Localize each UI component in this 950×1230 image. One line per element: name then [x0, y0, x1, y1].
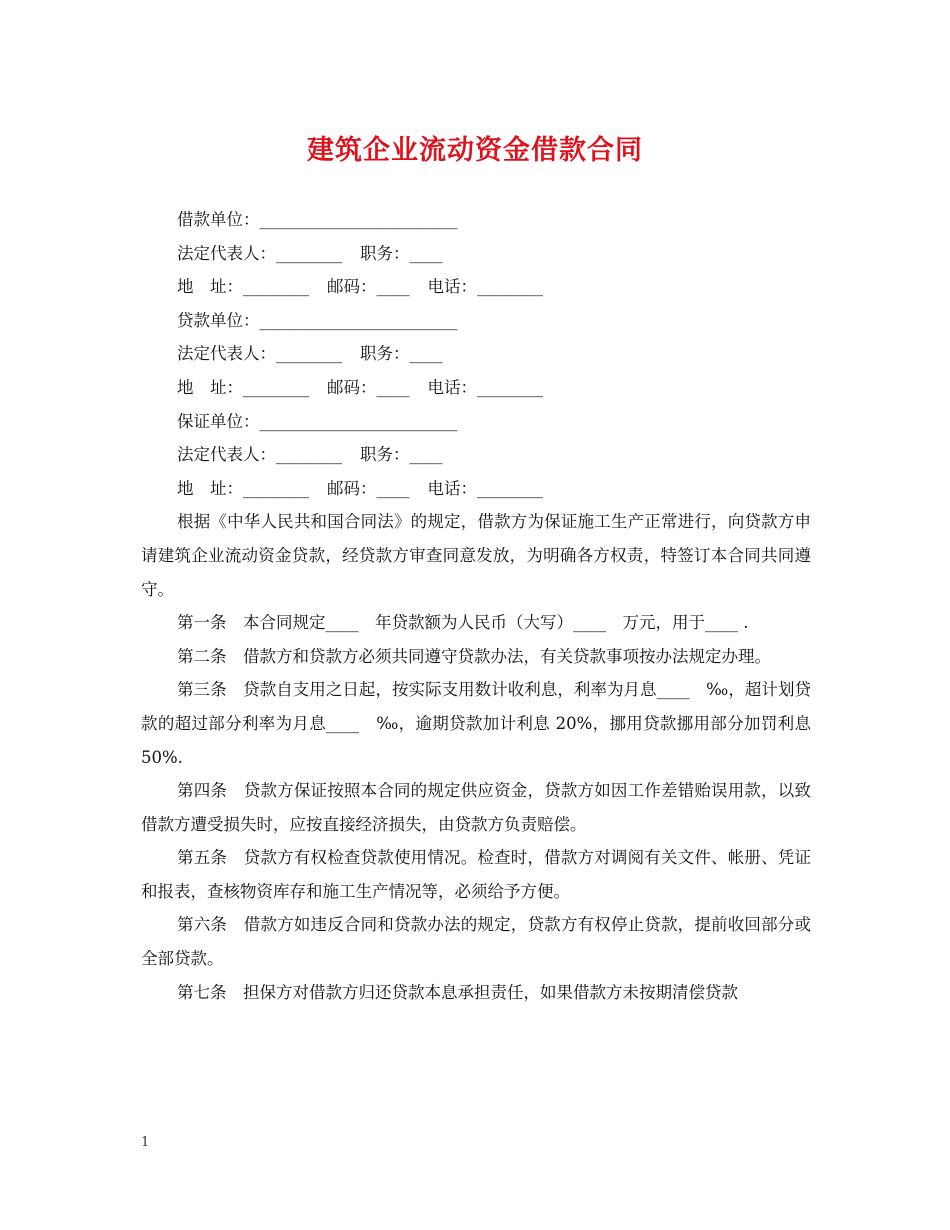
borrower-rep-line	[141, 237, 811, 271]
borrower-rep-field: 法定代表人：________	[177, 243, 342, 263]
guarantor-phone-field: 电话：________	[427, 478, 543, 498]
guarantor-rep-line	[141, 438, 811, 472]
lender-postcode-field: 邮码：____	[327, 377, 410, 397]
guarantor-position-field: 职务：____	[360, 445, 443, 465]
lender-rep-line	[141, 337, 811, 371]
borrower-address-field: 地 址：________	[177, 277, 309, 297]
lender-phone-field: 电话：________	[427, 377, 543, 397]
article-2-paragraph: 第二条 借款方和贷款方必须共同遵守贷款办法，有关贷款事项按办法规定办理。	[177, 646, 771, 666]
guarantor-unit-line: 保证单位：________________________	[177, 411, 458, 431]
borrower-postcode-field: 邮码：____	[327, 277, 410, 297]
article-5-paragraph: 第五条 贷款方有权检查贷款使用情况。检查时，借款方对调阅有关文件、帐册、凭证和报表，查核物资库存和施工生产情况等，必须给予方便。	[141, 848, 811, 901]
guarantor-rep-field: 法定代表人：________	[177, 445, 342, 465]
guarantor-address-line	[141, 472, 811, 506]
borrower-phone-field: 电话：________	[427, 277, 543, 297]
article-4-paragraph: 第四条 贷款方保证按照本合同的规定供应资金，贷款方如因工作差错贻误用款，以致借款方遭受损失时，应按直接经济损失，由贷款方负责赔偿。	[141, 781, 811, 834]
guarantor-address-field: 地 址：________	[177, 478, 309, 498]
party-block-borrower	[141, 203, 811, 304]
lender-address-field: 地 址：________	[177, 377, 309, 397]
borrower-unit-line: 借款单位：________________________	[177, 210, 458, 229]
page-number: 1	[141, 1135, 150, 1150]
article-1-paragraph: 第一条 本合同规定____ 年贷款额为人民币（大写）____ 万元，用于____ .	[177, 613, 749, 633]
party-block-lender	[141, 304, 811, 405]
lender-rep-field: 法定代表人：________	[177, 344, 342, 364]
lender-address-line	[141, 371, 811, 405]
document-title: 建筑企业流动资金借款合同	[307, 135, 643, 166]
borrower-address-line	[141, 270, 811, 304]
guarantor-postcode-field: 邮码：____	[327, 478, 410, 498]
preamble-paragraph: 根据《中华人民共和国合同法》的规定，借款方为保证施工生产正常进行，向贷款方申请建筑企业流动资金贷款，经贷款方审查同意发放，为明确各方权责，特签订本合同共同遵守。	[141, 512, 811, 599]
article-3-paragraph: 第三条 贷款自支用之日起，按实际支用数计收利息，利率为月息____ ‰，超计划贷款的超过部分利率为月息____ ‰，逾期贷款加计利息 20%，挪用贷款挪用部分加罚利息 50%.	[141, 680, 811, 767]
contract-body	[141, 203, 811, 1009]
party-block-guarantor	[141, 405, 811, 506]
article-6-paragraph: 第六条 借款方如违反合同和贷款办法的规定，贷款方有权停止贷款，提前收回部分或全部贷款。	[141, 915, 811, 969]
lender-position-field: 职务：____	[360, 344, 443, 364]
borrower-position-field: 职务：____	[360, 243, 443, 263]
lender-unit-line: 贷款单位：________________________	[177, 310, 458, 330]
article-7-paragraph: 第七条 担保方对借款方归还贷款本息承担责任，如果借款方未按期清偿贷款	[177, 982, 738, 1002]
